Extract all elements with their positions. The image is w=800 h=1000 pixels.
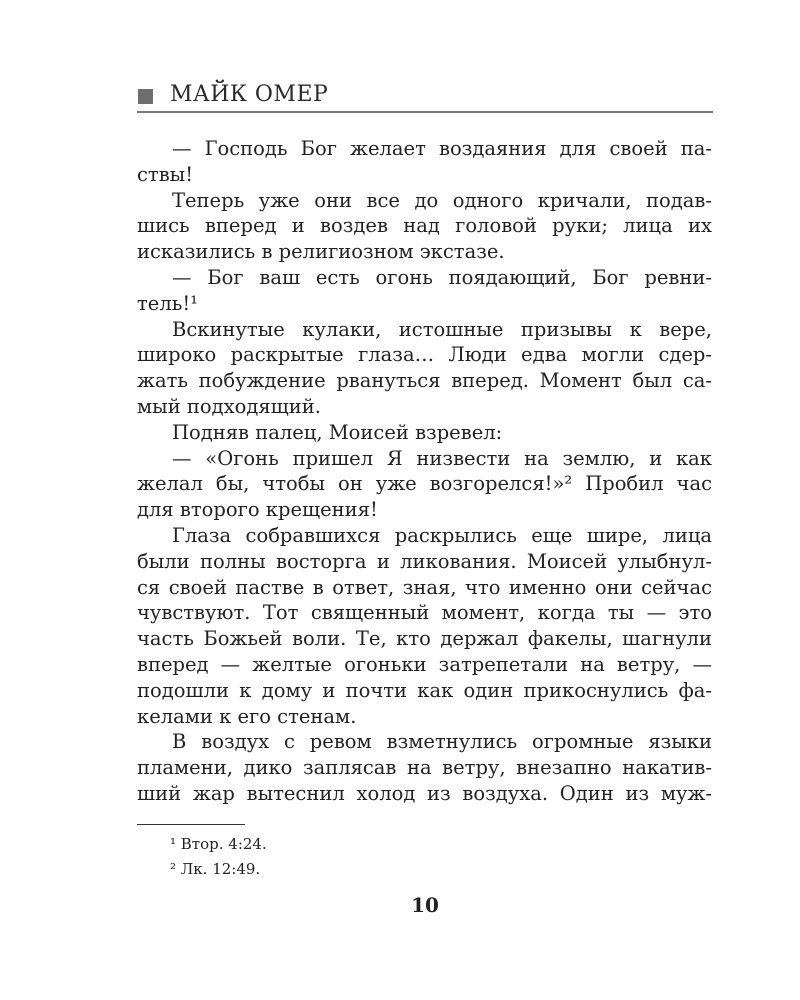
text-line: шись вперед и воздев над головой руки; лица их [137,214,712,238]
text-line: широко раскрытые глаза… Люди едва могли сдер- [137,343,712,367]
text-line: чувствуют. Тот священный момент, когда ты — это [137,601,712,625]
text-line: тель!¹ [137,291,198,315]
header-author-name: МАЙК ОМЕР [170,82,329,107]
text-line: В воздух с ревом взметнулись огромные языки [172,730,712,754]
text-line: часть Божьей воли. Те, кто держал факелы, шагнули [137,627,712,651]
text-line: желал бы, чтобы он уже возгорелся!»² Пробил час [137,472,712,496]
running-header [137,82,713,114]
text-line: ся своей пастве в ответ, зная, что именно они сейчас [137,575,712,599]
text-line: — Бог ваш есть огонь поядающий, Бог ревни- [172,265,712,289]
text-line: исказились в религиозном экстазе. [137,240,505,264]
header-rule [137,111,713,113]
text-line: — «Огонь пришел Я низвести на землю, и как [172,446,712,470]
text-line: Подняв палец, Моисей взревел: [172,420,503,444]
paragraph [137,136,712,188]
paragraph [137,420,712,446]
paragraph [137,317,712,420]
page-number: 10 [411,893,439,917]
text-line: ший жар вытеснил холод из воздуха. Один из муж- [137,781,712,805]
text-line: келами к его стенам. [137,704,357,728]
text-line: для второго крещения! [137,498,378,522]
paragraph [137,523,712,729]
paragraph [137,188,712,265]
text-line: пламени, дико заплясав на ветру, внезапно накатив- [137,756,712,780]
text-line: жать побуждение рвануться вперед. Момент был са- [137,369,712,393]
text-line: — Господь Бог желает воздаяния для своей па- [172,137,712,160]
body-text [137,136,712,807]
text-line: Вскинутые кулаки, истошные призывы к вере, [172,317,712,341]
text-line: Глаза собравшихся раскрылись еще шире, лица [172,523,712,547]
text-line: вперед — желтые огоньки затрепетали на ветру, — [137,652,712,676]
text-line: Теперь уже они все до одного кричали, подав- [172,188,712,212]
text-line: подошли к дому и почти как один прикоснулись фа- [137,678,712,702]
text-line: были полны восторга и ликования. Моисей улыбнул- [137,549,712,573]
footnotes [170,832,267,882]
footnote-2: ² Лк. 12:49. [170,860,261,878]
paragraph [137,729,712,806]
paragraph [137,265,712,317]
paragraph [137,446,712,523]
header-square-marker [138,89,153,104]
text-line: ствы! [137,162,194,186]
text-line: мый подходящий. [137,394,321,418]
footnote-1: ¹ Втор. 4:24. [170,835,267,853]
footnote-separator [137,824,245,825]
